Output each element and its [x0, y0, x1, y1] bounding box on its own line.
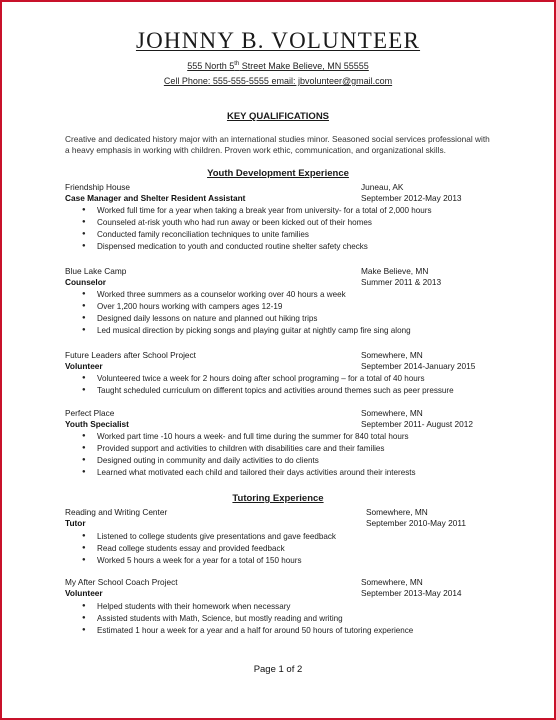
job-role: Case Manager and Shelter Resident Assistant — [65, 193, 246, 203]
bullet-icon: ● — [82, 327, 86, 333]
job-location: Somewhere, MN — [366, 507, 428, 517]
job-org: Blue Lake Camp — [65, 266, 127, 276]
bullet-icon: ● — [82, 231, 86, 237]
job-dates: September 2010-May 2011 — [366, 518, 466, 528]
qualifications-line-1: Creative and dedicated history major with an international studies minor. Seasoned social services professional with — [65, 134, 490, 144]
bullet-icon: ● — [82, 445, 86, 451]
job-location: Somewhere, MN — [361, 350, 423, 360]
bullet-icon: ● — [82, 243, 86, 249]
bullet-icon: ● — [82, 207, 86, 213]
resume-page: JOHNNY B. VOLUNTEER 555 North 5th Street Make Believe, MN 55555 Cell Phone: 555-555-5555 email: jbvolunteer@gmail.com KEY QUALIFICATIONS Creative and dedicated history major with an international studies minor. Seasoned social services professional with a heavy emphasis in working with children. Proven work ethic, communication, and organizational skills. Youth Development Experience Friendship House Juneau, AK Case Manager and Shelter Resident Assistant September 2012-May 2013 ● Worked full time for a year when taking a break year from university- for a total of 2,000 hours ● Counseled at-risk youth who had run away or been kicked out of their homes ● Conducted family reconciliation techniques to unite families ● Dispensed medication to youth and conducted routine shelter safety checks Blue Lake Camp Make Believe, MN Counselor Summer 2011 & 2013 ● Worked three summers as a counselor working over 40 hours a week ● Over 1,200 hours working with campers ages 12-19 ● Designed daily lessons on nature and planned out hiking trips ● Led musical direction by picking songs and playing guitar at nightly camp fire sing along Future Leaders after School Project Somewhere, MN Volunteer September 2014-January 2015 ● Volunteered twice a week for 2 hours doing after school programing – for a total of 40 hours ● Taught scheduled curriculum on different topics and activities around themes such as peer pressure Perfect Place Somewhere, MN Youth Specialist September 2011- August 2012 ● Worked part time -10 hours a week- and full time during the summer for 840 total hours ● Provided support and activities to children with disabilities care and their families ● Designed outing in community and daily activities to do clients ● Learned what motivated each child and tailored their days activities around their interests Tutoring Experience Reading and Writing Center Somewhere, MN Tutor September 2010-May 2011 ● Listened to college students give presentations and gave feedback ● Read college students essay and provided feedback ● Worked 5 hours a week for a year for a total of 150 hours My After School Coach Project Somewhere, MN Volunteer September 2013-May 2014 ● Helped students with their homework when necessary ● Assisted students with Math, Science, but mostly reading and writing ● Estimated 1 hour a week for a year and a half for around 50 hours of tutoring experience Page 1 of 2 — [0, 0, 556, 720]
job-dates: September 2012-May 2013 — [361, 193, 462, 203]
bullet-icon: ● — [82, 387, 86, 393]
job-org: Future Leaders after School Project — [65, 350, 196, 360]
job-role: Youth Specialist — [65, 419, 129, 429]
address-street: 555 North 5 — [187, 61, 235, 71]
job-role: Volunteer — [65, 588, 103, 598]
job-role: Counselor — [65, 277, 107, 287]
bullet-icon: ● — [82, 457, 86, 463]
job-dates: September 2014-January 2015 — [361, 361, 476, 371]
bullet-icon: ● — [82, 303, 86, 309]
job-role: Volunteer — [65, 361, 103, 371]
bullet-icon: ● — [82, 627, 86, 633]
job-location: Somewhere, MN — [361, 577, 423, 587]
contact-line: Cell Phone: 555-555-5555 email: jbvolunteer@gmail.com — [163, 76, 393, 86]
address-ordinal: th — [234, 61, 240, 67]
job-location: Juneau, AK — [361, 182, 404, 192]
bullet-icon: ● — [82, 433, 86, 439]
youth-section-title: Youth Development Experience — [207, 168, 349, 179]
qualifications-title: KEY QUALIFICATIONS — [226, 111, 330, 122]
job-location: Somewhere, MN — [361, 408, 423, 418]
tutoring-section-title: Tutoring Experience — [232, 493, 324, 504]
bullet-icon: ● — [82, 557, 86, 563]
job-org: Friendship House — [65, 182, 131, 192]
address-line — [0, 61, 556, 71]
bullet-icon: ● — [82, 545, 86, 551]
job-dates: September 2011- August 2012 — [361, 419, 473, 429]
job-org: Perfect Place — [65, 408, 115, 418]
job-dates: Summer 2011 & 2013 — [361, 277, 442, 287]
bullet-icon: ● — [82, 603, 86, 609]
qualifications-line-2: a heavy emphasis in working with children. Proven work ethic, communication, and organizational skills. — [65, 145, 446, 155]
bullet-icon: ● — [82, 615, 86, 621]
job-location: Make Believe, MN — [361, 266, 429, 276]
bullet-icon: ● — [82, 291, 86, 297]
resume-name: JOHNNY B. VOLUNTEER — [135, 28, 421, 53]
bullet-icon: ● — [82, 219, 86, 225]
address-city: Street Make Believe, MN 55555 — [239, 61, 369, 71]
bullet-icon: ● — [82, 533, 86, 539]
job-dates: September 2013-May 2014 — [361, 588, 462, 598]
bullet-icon: ● — [82, 375, 86, 381]
bullet-icon: ● — [82, 469, 86, 475]
bullet-icon: ● — [82, 315, 86, 321]
job-org: My After School Coach Project — [65, 577, 178, 587]
page-number: Page 1 of 2 — [253, 664, 303, 675]
job-role: Tutor — [65, 518, 86, 528]
job-org: Reading and Writing Center — [65, 507, 168, 517]
